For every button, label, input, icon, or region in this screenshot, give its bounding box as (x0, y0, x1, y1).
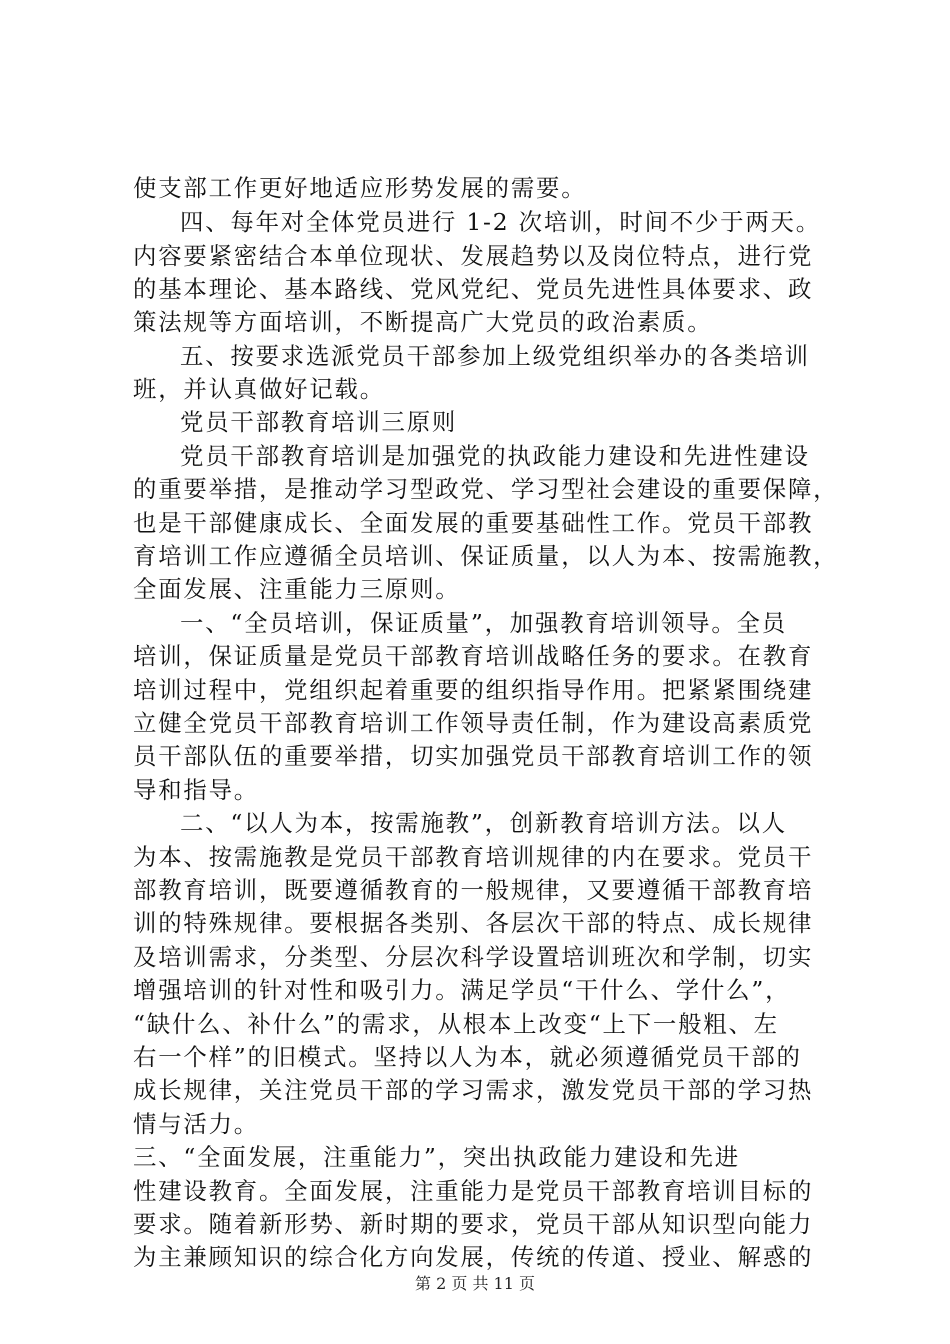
text-line: 增强培训的针对性和吸引力。满足学员“干什么、学什么”， (133, 976, 791, 1004)
text-line: 二、“以人为本，按需施教”，创新教育培训方法。以人 (180, 809, 787, 837)
text-line: 性建设教育。全面发展，注重能力是党员干部教育培训目标的 (133, 1177, 814, 1205)
text-line: 党员干部教育培训是加强党的执政能力建设和先进性建设 (180, 442, 810, 470)
text-line: 右一个样”的旧模式。坚持以人为本，就必须遵循党员干部的 (133, 1043, 802, 1071)
text-line: 策法规等方面培训，不断提高广大党员的政治素质。 (133, 308, 713, 336)
text-line: 导和指导。 (133, 776, 259, 804)
text-line: 及培训需求，分类型、分层次科学设置培训班次和学制，切实 (133, 943, 814, 971)
text-line: 育培训工作应遵循全员培训、保证质量，以人为本、按需施教， (133, 542, 839, 570)
text-line: 全面发展、注重能力三原则。 (133, 575, 461, 603)
text-line: 的重要举措，是推动学习型政党、学习型社会建设的重要保障， (133, 475, 839, 503)
text-line: 成长规律，关注党员干部的学习需求，激发党员干部的学习热 (133, 1076, 814, 1104)
text-line: 内容要紧密结合本单位现状、发展趋势以及岗位特点，进行党 (133, 242, 814, 270)
text-line: 员干部队伍的重要举措，切实加强党员干部教育培训工作的领 (133, 742, 814, 770)
text-line: 四、每年对全体党员进行 1-2 次培训，时间不少于两天。 (180, 208, 821, 236)
text-line: 培训过程中，党组织起着重要的组织指导作用。把紧紧围绕建 (133, 676, 814, 704)
text-line: 班，并认真做好记载。 (133, 375, 385, 403)
text-line: 一、“全员培训，保证质量”，加强教育培训领导。全员 (180, 609, 787, 637)
text-line: 部教育培训，既要遵循教育的一般规律，又要遵循干部教育培 (133, 876, 814, 904)
text-line: 立健全党员干部教育培训工作领导责任制，作为建设高素质党 (133, 709, 814, 737)
text-line: 培训，保证质量是党员干部教育培训战略任务的要求。在教育 (133, 642, 814, 670)
page-footer: 第 2 页 共 11 页 (415, 1274, 535, 1293)
text-line: 情与活力。 (133, 1110, 259, 1138)
text-line: 为本、按需施教是党员干部教育培训规律的内在要求。党员干 (133, 843, 814, 871)
text-line: 三、“全面发展，注重能力”，突出执政能力建设和先进 (133, 1143, 740, 1171)
text-line: 的基本理论、基本路线、党风党纪、党员先进性具体要求、政 (133, 275, 814, 303)
text-line: 训的特殊规律。要根据各类别、各层次干部的特点、成长规律 (133, 909, 814, 937)
text-line: “缺什么、补什么”的需求，从根本上改变“上下一般粗、左 (133, 1010, 779, 1038)
text-line: 使支部工作更好地适应形势发展的需要。 (133, 174, 587, 202)
text-line: 为主兼顾知识的综合化方向发展，传统的传道、授业、解惑的 (133, 1243, 814, 1271)
text-line: 要求。随着新形势、新时期的要求，党员干部从知识型向能力 (133, 1210, 814, 1238)
text-line: 五、按要求选派党员干部参加上级党组织举办的各类培训 (180, 342, 810, 370)
text-line: 也是干部健康成长、全面发展的重要基础性工作。党员干部教 (133, 509, 814, 537)
section-heading: 党员干部教育培训三原则 (180, 408, 458, 436)
